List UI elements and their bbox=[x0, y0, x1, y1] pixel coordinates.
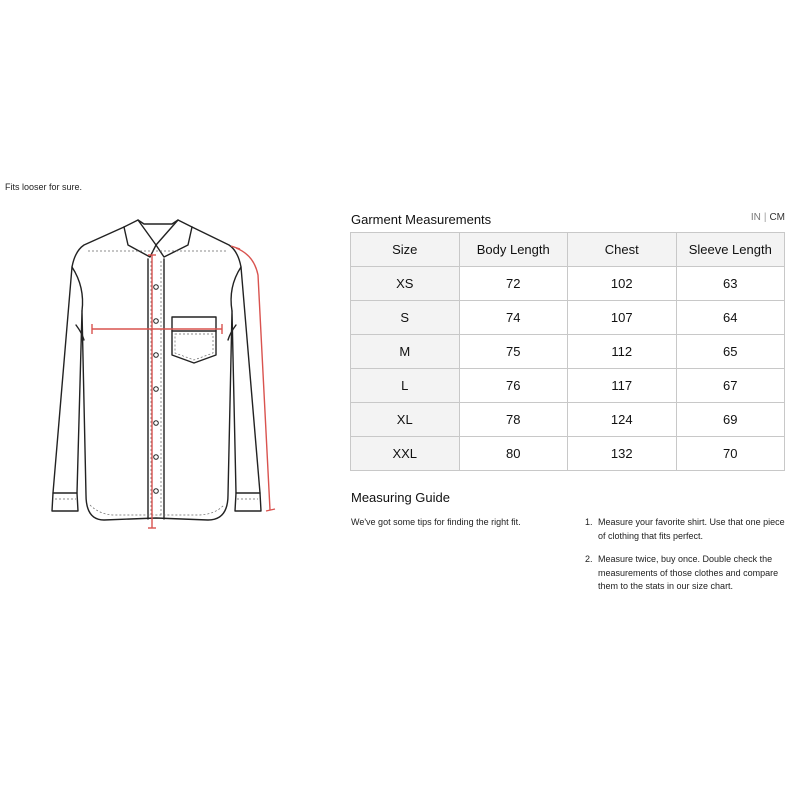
chest-cell: 112 bbox=[568, 335, 677, 369]
body-length-cell: 80 bbox=[459, 437, 568, 471]
sleeve-length-cell: 69 bbox=[676, 403, 785, 437]
table-row bbox=[351, 267, 785, 301]
tip-text: Measure your favorite shirt. Use that one piece of clothing that fits perfect. bbox=[598, 517, 785, 541]
size-cell: S bbox=[351, 301, 460, 335]
chest-cell: 132 bbox=[568, 437, 677, 471]
size-cell: XS bbox=[351, 267, 460, 301]
body-length-cell: 78 bbox=[459, 403, 568, 437]
size-cell: L bbox=[351, 369, 460, 403]
chest-cell: 102 bbox=[568, 267, 677, 301]
table-row bbox=[351, 369, 785, 403]
table-row bbox=[351, 403, 785, 437]
column-header-sleeve-length: Sleeve Length bbox=[676, 233, 785, 267]
sleeve-length-cell: 63 bbox=[676, 267, 785, 301]
unit-cm-button[interactable]: CM bbox=[769, 212, 785, 223]
body-length-cell: 74 bbox=[459, 301, 568, 335]
measuring-guide-intro: We've got some tips for finding the right fit. bbox=[351, 517, 521, 527]
unit-separator: | bbox=[763, 212, 767, 223]
table-row bbox=[351, 335, 785, 369]
list-item bbox=[585, 516, 785, 543]
column-header-body-length: Body Length bbox=[459, 233, 568, 267]
tip-number: 2. bbox=[585, 554, 593, 564]
sleeve-length-cell: 70 bbox=[676, 437, 785, 471]
size-chart-table bbox=[350, 232, 785, 471]
size-cell: M bbox=[351, 335, 460, 369]
body-length-cell: 76 bbox=[459, 369, 568, 403]
list-item bbox=[585, 553, 785, 594]
chest-cell: 107 bbox=[568, 301, 677, 335]
chest-cell: 124 bbox=[568, 403, 677, 437]
body-length-cell: 75 bbox=[459, 335, 568, 369]
sleeve-length-cell: 67 bbox=[676, 369, 785, 403]
tip-text: Measure twice, buy once. Double check the measurements of those clothes and compare them to the stats in our size chart. bbox=[598, 554, 779, 591]
sleeve-length-cell: 65 bbox=[676, 335, 785, 369]
sleeve-length-cell: 64 bbox=[676, 301, 785, 335]
table-row bbox=[351, 301, 785, 335]
table-row bbox=[351, 437, 785, 471]
size-cell: XXL bbox=[351, 437, 460, 471]
measuring-guide-title: Measuring Guide bbox=[351, 490, 450, 505]
column-header-size: Size bbox=[351, 233, 460, 267]
measuring-tips-list bbox=[585, 516, 785, 604]
shirt-diagram-icon bbox=[40, 215, 290, 545]
unit-toggle bbox=[751, 212, 785, 223]
column-header-chest: Chest bbox=[568, 233, 677, 267]
fit-note: Fits looser for sure. bbox=[5, 182, 83, 192]
body-length-cell: 72 bbox=[459, 267, 568, 301]
tip-number: 1. bbox=[585, 517, 593, 527]
unit-inch-button[interactable]: IN bbox=[750, 212, 761, 223]
table-header-row bbox=[351, 233, 785, 267]
size-cell: XL bbox=[351, 403, 460, 437]
chest-cell: 117 bbox=[568, 369, 677, 403]
garment-measurements-title: Garment Measurements bbox=[351, 212, 492, 227]
